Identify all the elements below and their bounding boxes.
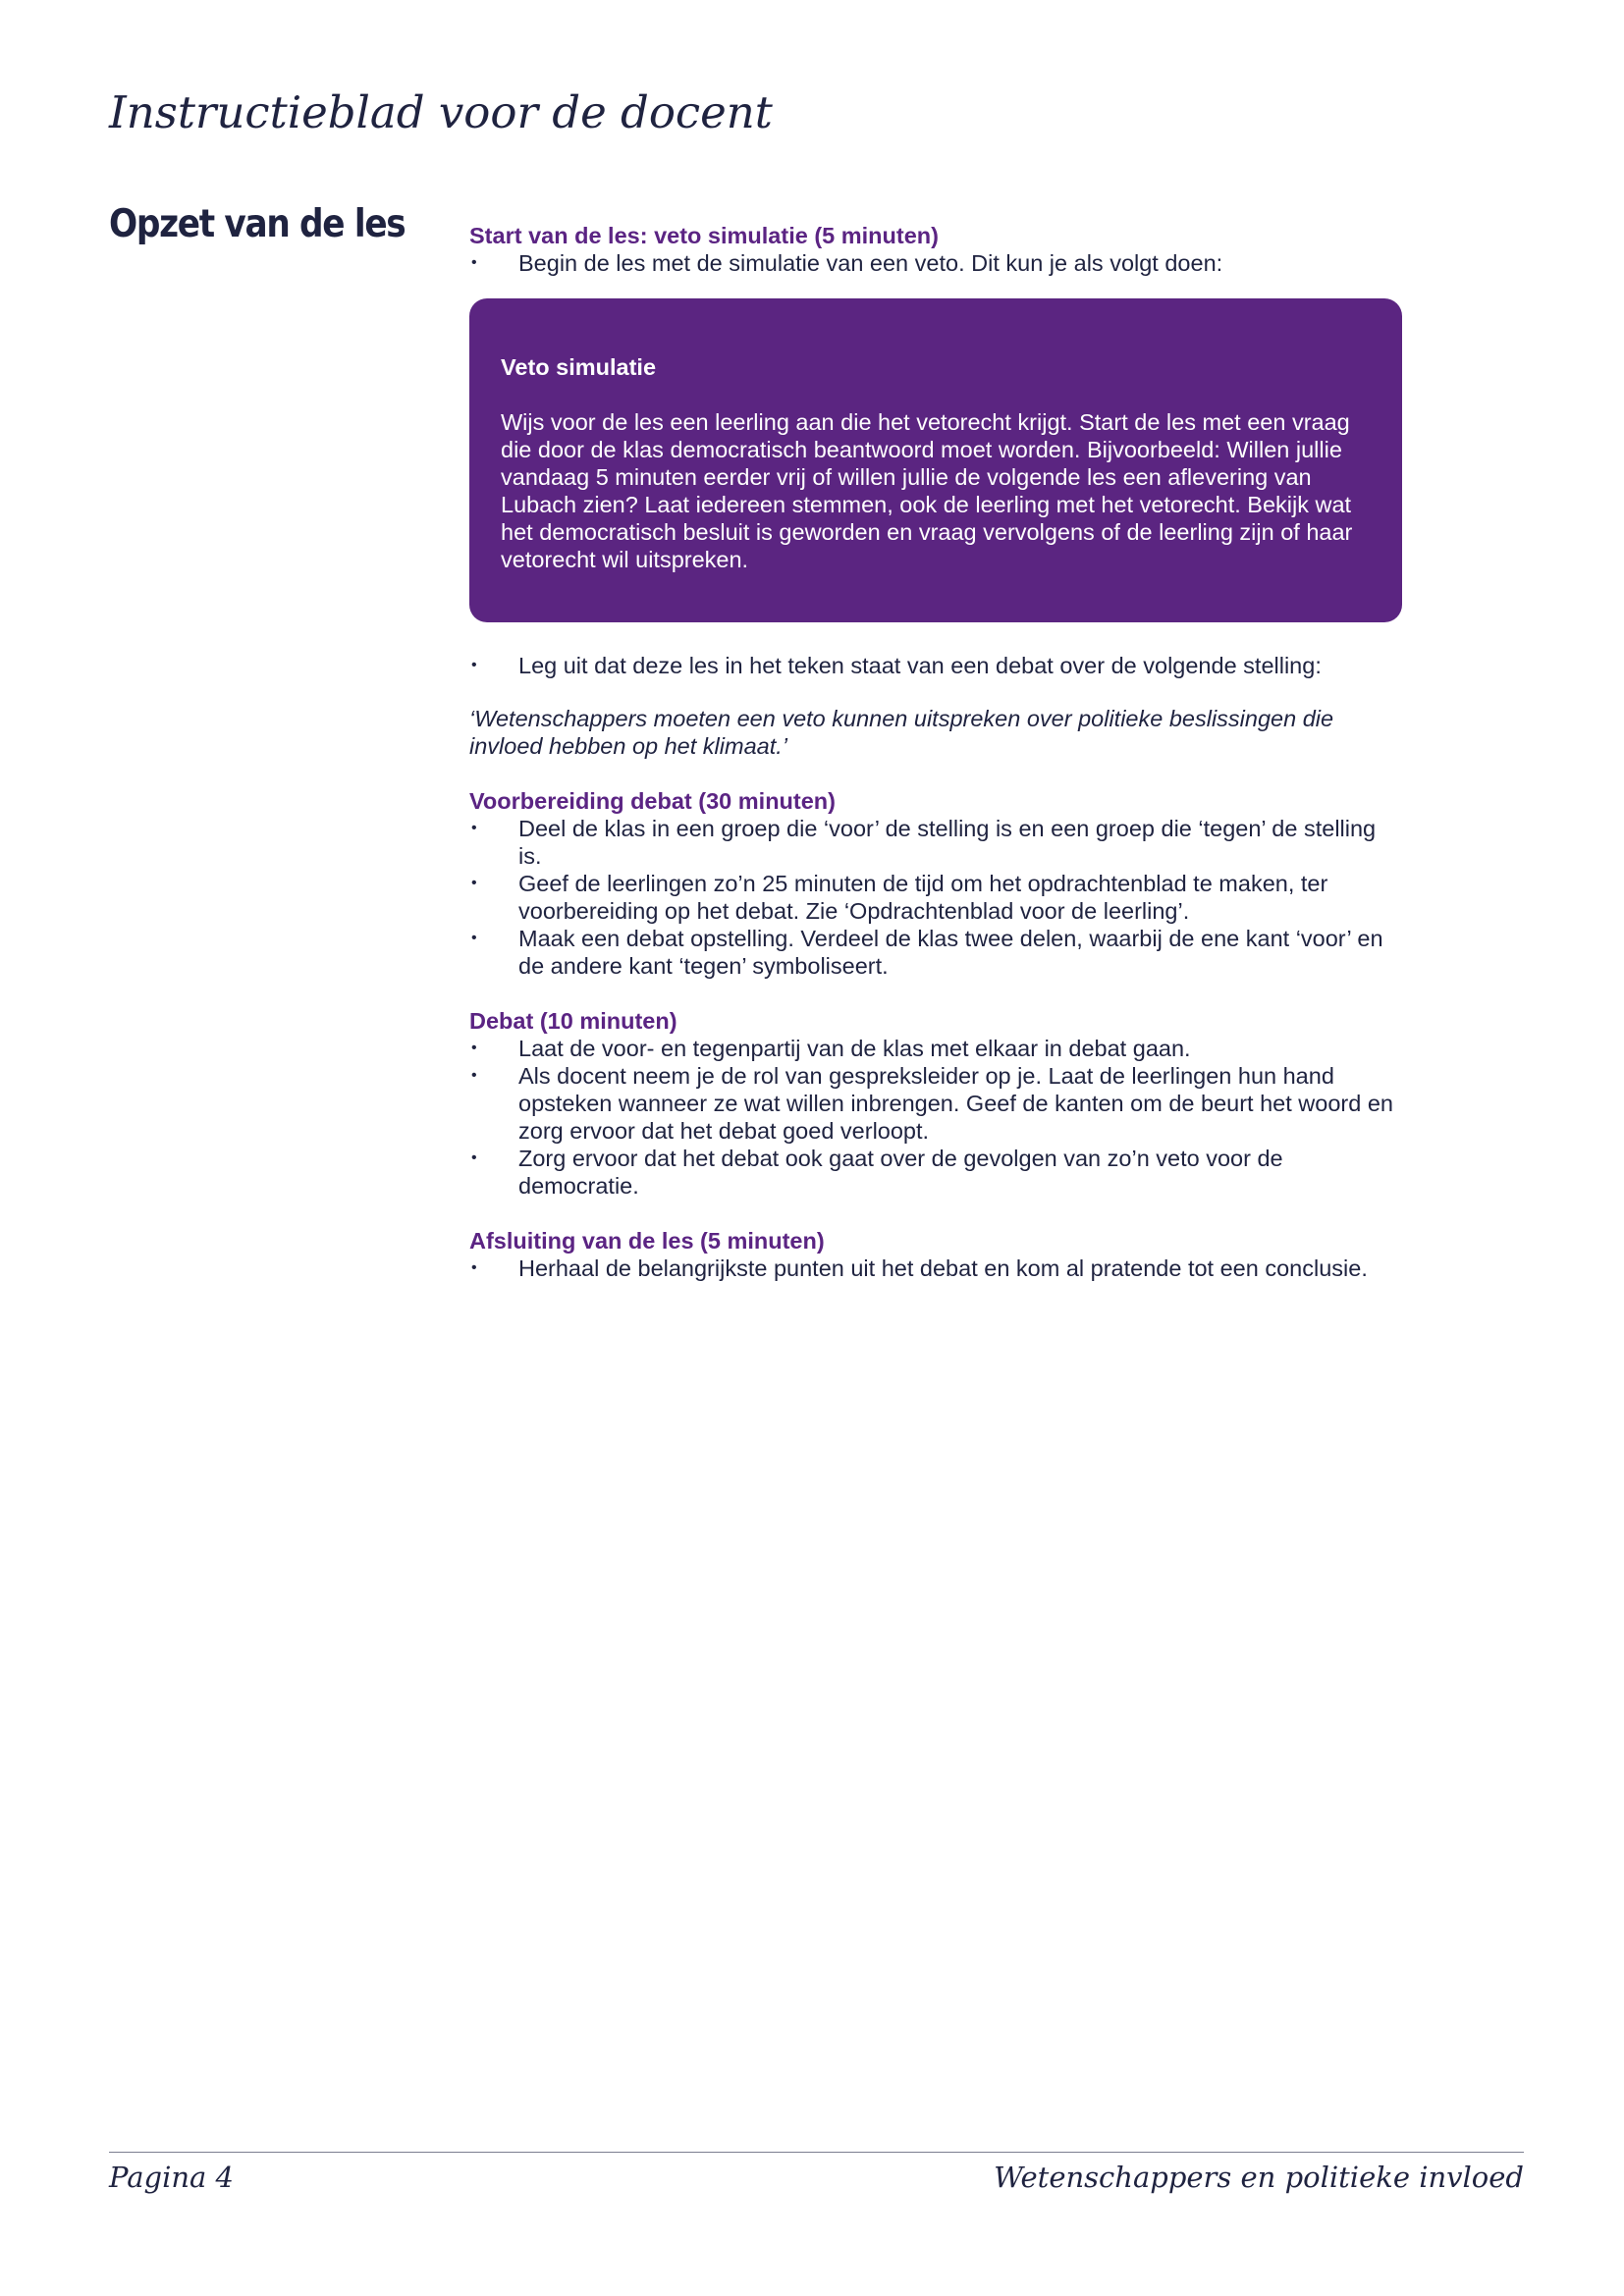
debate-statement: ‘Wetenschappers moeten een veto kunnen uitspreken over politieke beslissingen die invloed hebben op het klimaat.’ bbox=[469, 706, 1334, 759]
bullet-icon: • bbox=[471, 254, 477, 271]
bullet-icon: • bbox=[471, 1067, 477, 1084]
subheading-debat: Debat (10 minuten) bbox=[469, 1008, 677, 1034]
bullet-icon: • bbox=[471, 1040, 477, 1056]
list-item: • Deel de klas in een groep die ‘voor’ de stelling is en een groep die ‘tegen’ de stelling is. bbox=[471, 816, 1377, 869]
section-heading: Opzet van de les bbox=[109, 202, 406, 246]
list-item: • Maak een debat opstelling. Verdeel de klas twee delen, waarbij de ene kant ‘voor’ en de andere kant ‘tegen’ symboliseert. bbox=[471, 926, 1383, 979]
bullet-icon: • bbox=[471, 1149, 477, 1166]
callout-body: Wijs voor de les een leerling aan die het vetorecht krijgt. Start de les met een vraag die door de klas democratisch beantwoord moet worden. Bijvoorbeeld: Willen jullie vandaag 5 minuten eerder vrij of willen jullie de volgende les een aflevering van Lubach zien? Laat iedereen stemmen, ook de leerling met het vetorecht. Bekijk wat het democratisch besluit is geworden en vraag vervolgens of de leerling zijn of haar vetorecht wil uitspreken. bbox=[501, 409, 1353, 572]
list-item: • Leg uit dat deze les in het teken staat van een debat over de volgende stelling: bbox=[471, 653, 1322, 678]
veto-simulatie-callout bbox=[469, 298, 1402, 622]
bullet-list-afsluiting bbox=[469, 1255, 1402, 1282]
callout-title: Veto simulatie bbox=[501, 354, 657, 380]
footer-divider bbox=[109, 2152, 1524, 2153]
subheading-start: Start van de les: veto simulatie (5 minuten) bbox=[469, 223, 939, 248]
page-title: Instructieblad voor de docent bbox=[109, 86, 773, 138]
subheading-afsluiting: Afsluiting van de les (5 minuten) bbox=[469, 1228, 825, 1254]
bullet-list-explain bbox=[469, 652, 1402, 679]
bullet-list-start bbox=[469, 249, 1402, 277]
list-item: • Laat de voor- en tegenpartij van de klas met elkaar in debat gaan. bbox=[471, 1036, 1191, 1061]
subheading-voorbereiding: Voorbereiding debat (30 minuten) bbox=[469, 788, 836, 814]
bullet-icon: • bbox=[471, 1259, 477, 1276]
page-number: Pagina 4 bbox=[109, 2161, 234, 2194]
bullet-list-debat bbox=[469, 1035, 1402, 1200]
list-item: • Herhaal de belangrijkste punten uit het debat en kom al pratende tot een conclusie. bbox=[471, 1255, 1368, 1281]
bullet-icon: • bbox=[471, 875, 477, 891]
list-item: • Geef de leerlingen zo’n 25 minuten de tijd om het opdrachtenblad te maken, ter voorbereiding op het debat. Zie ‘Opdrachtenblad voor de leerling’. bbox=[471, 871, 1328, 924]
lesson-content bbox=[469, 222, 1402, 1282]
list-item: • Zorg ervoor dat het debat ook gaat over de gevolgen van zo’n veto voor de democratie. bbox=[471, 1146, 1283, 1199]
bullet-icon: • bbox=[471, 657, 477, 673]
list-item: • Als docent neem je de rol van gespreksleider op je. Laat de leerlingen hun hand opsteken wanneer ze wat willen inbrengen. Geef de kanten om de beurt het woord en zorg ervoor dat het debat goed verloopt. bbox=[471, 1063, 1393, 1144]
bullet-icon: • bbox=[471, 930, 477, 946]
bullet-icon: • bbox=[471, 820, 477, 836]
footer-document-title: Wetenschappers en politieke invloed bbox=[994, 2161, 1524, 2194]
list-item: • Begin de les met de simulatie van een veto. Dit kun je als volgt doen: bbox=[471, 250, 1223, 276]
bullet-list-voorbereiding bbox=[469, 815, 1402, 980]
